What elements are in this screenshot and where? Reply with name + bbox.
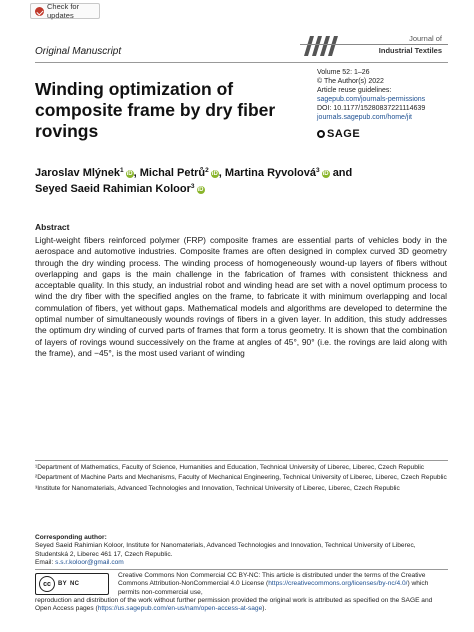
cc-icon: cc — [39, 576, 55, 592]
journal-stripes-icon — [300, 36, 344, 56]
corresponding-heading: Corresponding author: — [35, 534, 107, 541]
license-divider — [35, 569, 448, 570]
affiliation-marker: 2 — [205, 167, 209, 174]
affiliation-marker: 3 — [316, 167, 320, 174]
manuscript-label: Original Manuscript — [35, 46, 122, 57]
open-access-link[interactable]: https://us.sagepub.com/en-us/nam/open-access-at-sage — [97, 605, 263, 613]
check-for-updates-badge[interactable] — [30, 3, 100, 19]
header-divider — [35, 62, 448, 63]
reuse-label: Article reuse guidelines: — [317, 87, 392, 94]
cc-license-badge[interactable] — [35, 573, 109, 595]
orcid-icon[interactable]: iD — [197, 187, 204, 193]
reuse-link[interactable]: sagepub.com/journals-permissions — [317, 96, 426, 103]
orcid-icon[interactable]: iD — [322, 171, 329, 177]
doi[interactable]: DOI: 10.1177/15280837221114639 — [317, 105, 426, 112]
journal-name-line1: Journal of — [409, 34, 442, 43]
check-for-updates-label: Check for updates — [47, 2, 80, 20]
abstract-text: Light-weight fibers reinforced polymer (FRP) composite frames are essential parts of vehicles body in the aerospace and automotive industries. Composite frames are often designed in complex curved 3D geometry through the dry winding process. The winding process of homogeneously wound-up layers of fibers without overlapping and gaps is the main challenge in the fabrication of frames with consistent thickness and acceptable quality. In this study, an industrial robot and winding head are set with a novel optimum process to wind the dry fiber with the specified angles on the frame, to fabricate it with minimum overlapping and local commulation of fibers, yet without gaps. Mathematical models and algorithms are developed to determine the optimal number of simultaneously wounds rovings of fibers in a given layer. In addition, this study addresses the optimum dry winding of curved parts of frames that form a torus geometry. It is shown that the combination of layers of rovings wound successively on the frame at angles of 45°, 90° (i.e. the rovings are laid along with the frame), and −45°, is the most used variant of winding — [35, 235, 447, 358]
corresponding-author — [35, 534, 447, 568]
email-label: Email: — [35, 559, 54, 567]
affiliations — [35, 464, 447, 495]
journal-name-line2: Industrial Textiles — [378, 46, 442, 55]
author-name[interactable]: Martina Ryvolová — [224, 167, 316, 179]
affiliation-marker: 1 — [120, 167, 124, 174]
author-name[interactable]: Michal Petrů — [139, 167, 206, 179]
orcid-icon[interactable]: iD — [211, 171, 218, 177]
license-part-3: reproduction and distribution of the work without further permission provided the original work is attributed as specified on the SAGE and Open Access pages ( — [35, 597, 433, 613]
affiliation-1: ¹Department of Mathematics, Faculty of Science, Humanities and Education, Technical University of Liberec, Liberec, Czech Republic — [35, 464, 425, 471]
journal-logo — [300, 34, 448, 60]
license-part-2: ) which permits non-commercial use, — [118, 580, 429, 596]
corresponding-address: Seyed Saeid Rahimian Koloor, Institute for Nanomaterials, Advanced Technologies and Innovation, Technical University of Liberec, Studentská 2, Liberec 461 17, Czech Republic. — [35, 542, 416, 558]
author-name[interactable]: Jaroslav Mlýnek — [35, 167, 120, 179]
license-part-1: Creative Commons Non Commercial CC BY-NC: This article is distributed under the terms of the Creative Commons Attribution-NonCommercial 4.0 License ( — [118, 572, 426, 588]
journal-home-link[interactable]: journals.sagepub.com/home/jit — [317, 114, 412, 121]
author-list: Jaroslav Mlýnek$^1$ iD, Michal Petrů$^2$ iD, Martina Ryvolová$^3$ iD and Seyed Saeid Rahimian Koloor$^3$ iD — [35, 167, 353, 195]
email-link[interactable]: s.s.r.koloor@gmail.com — [55, 559, 124, 567]
publisher-name: SAGE — [327, 128, 361, 140]
affiliation-marker: 3 — [190, 183, 195, 190]
cc-license-link[interactable]: https://creativecommons.org/licenses/by-nc/4.0/ — [268, 580, 408, 588]
affiliation-3: ³Institute for Nanomaterials, Advanced Technologies and Innovation, Technical University of Liberec, Liberec, Czech Republic — [35, 484, 400, 492]
cc-by-label: BY — [58, 581, 67, 587]
affiliation-2: ²Department of Machine Parts and Mechanisms, Faculty of Mechanical Engineering, Technical University of Liberec, Liberec, Czech Republic — [35, 474, 447, 482]
author-name[interactable]: Seyed Saeid Rahimian Koloor — [35, 183, 191, 195]
author-conjunction: and — [332, 167, 353, 179]
publisher-logo — [317, 128, 360, 140]
article-meta — [317, 68, 457, 122]
cc-nc-label: NC — [69, 581, 80, 587]
article-title: Winding optimization of composite frame by dry fiber rovings — [35, 79, 276, 141]
license-text-continued — [35, 597, 448, 614]
orcid-icon[interactable]: iD — [126, 171, 133, 177]
license-text — [118, 572, 448, 597]
sage-ring-icon — [317, 130, 325, 138]
license-part-4: ). — [262, 605, 267, 613]
footnote-divider — [35, 460, 448, 461]
check-icon — [35, 7, 44, 16]
copyright: © The Author(s) 2022 — [317, 78, 384, 85]
abstract-heading: Abstract — [35, 222, 70, 232]
volume-info: Volume 52: 1–26 — [317, 69, 370, 76]
